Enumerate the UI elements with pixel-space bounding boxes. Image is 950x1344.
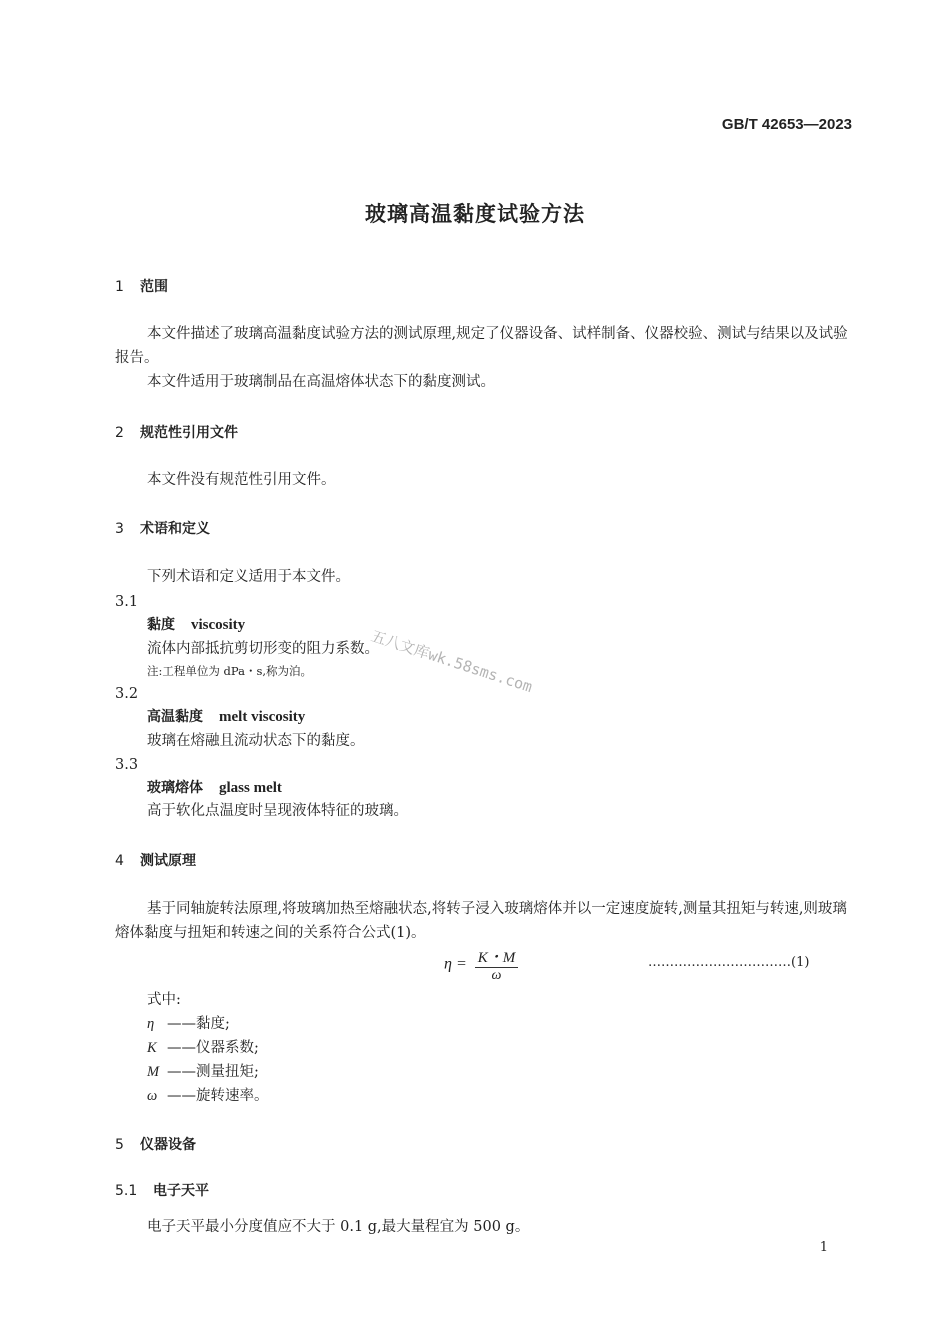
formula-label: ……………………………(1) xyxy=(648,955,810,970)
section-title: 范围 xyxy=(140,279,168,295)
section-title: 规范性引用文件 xyxy=(140,425,238,441)
formula-fraction xyxy=(475,946,519,984)
term-3-2-definition: 玻璃在熔融且流动状态下的黏度。 xyxy=(147,733,365,749)
term-en: glass melt xyxy=(219,780,282,796)
section-2-heading xyxy=(115,422,238,442)
variable-symbol: ω xyxy=(147,1088,158,1104)
section-1-paragraph-1: 本文件描述了玻璃高温黏度试验方法的测试原理,规定了仪器设备、试样制备、仪器校验、测试与结果以及试验报告。 xyxy=(115,326,848,366)
variable-row xyxy=(147,1036,259,1060)
section-4-heading xyxy=(115,850,196,870)
variable-description: ——旋转速率。 xyxy=(167,1088,269,1104)
term-zh: 高温黏度 xyxy=(147,709,203,725)
section-number: 2 xyxy=(115,425,124,441)
subsection-5-1-paragraph-1: 电子天平最小分度值应不大于 0.1 g,最大量程宜为 500 g。 xyxy=(147,1219,530,1235)
variable-symbol: M xyxy=(147,1064,160,1080)
section-number: 4 xyxy=(115,853,124,869)
term-3-3-number: 3.3 xyxy=(115,757,139,773)
term-3-1-note: 注:工程单位为 dPa・s,称为泊。 xyxy=(147,664,313,678)
formula-lhs: η = xyxy=(444,955,467,973)
section-number: 5 xyxy=(115,1137,124,1153)
formula-1 xyxy=(444,946,518,984)
page-number: 1 xyxy=(819,1240,828,1255)
variable-row xyxy=(147,1060,259,1084)
variable-description: ——测量扭矩; xyxy=(167,1064,259,1080)
variable-symbol: η xyxy=(147,1016,155,1032)
variable-row xyxy=(147,1012,230,1036)
variable-symbol: K xyxy=(147,1040,157,1056)
term-3-2-number: 3.2 xyxy=(115,686,139,702)
section-3-paragraph-1: 下列术语和定义适用于本文件。 xyxy=(147,569,350,585)
term-3-1-number: 3.1 xyxy=(115,594,139,610)
term-3-3-definition: 高于软化点温度时呈现液体特征的玻璃。 xyxy=(147,803,408,819)
subsection-5-1-heading xyxy=(115,1180,209,1200)
section-number: 3 xyxy=(115,521,124,537)
term-3-1-title xyxy=(147,614,245,634)
term-zh: 黏度 xyxy=(147,617,175,633)
subsection-number: 5.1 xyxy=(115,1183,138,1199)
section-number: 1 xyxy=(115,279,124,295)
section-1-paragraph-2: 本文件适用于玻璃制品在高温熔体状态下的黏度测试。 xyxy=(147,374,495,390)
variable-description: ——黏度; xyxy=(167,1016,230,1032)
term-3-1-definition: 流体内部抵抗剪切形变的阻力系数。 xyxy=(147,641,379,657)
document-title: 玻璃高温黏度试验方法 xyxy=(365,202,585,226)
subsection-title: 电子天平 xyxy=(153,1183,209,1199)
formula-numerator: K・M xyxy=(475,946,519,968)
term-en: melt viscosity xyxy=(219,709,306,725)
section-title: 术语和定义 xyxy=(140,521,210,537)
section-5-heading xyxy=(115,1134,196,1154)
section-title: 仪器设备 xyxy=(140,1137,196,1153)
section-4-paragraph-1: 基于同轴旋转法原理,将玻璃加热至熔融状态,将转子浸入玻璃熔体并以一定速度旋转,测量其扭矩与转速,则玻璃熔体黏度与扭矩和转速之间的关系符合公式(1)。 xyxy=(115,901,847,941)
formula-denominator: ω xyxy=(491,968,502,983)
where-label: 式中: xyxy=(147,992,181,1008)
section-2-paragraph-1: 本文件没有规范性引用文件。 xyxy=(147,472,336,488)
term-zh: 玻璃熔体 xyxy=(147,780,203,796)
term-en: viscosity xyxy=(191,617,246,633)
term-3-2-title xyxy=(147,706,305,726)
variable-description: ——仪器系数; xyxy=(167,1040,259,1056)
variable-row xyxy=(147,1084,269,1108)
watermark: 五八文库wk.58sms.com xyxy=(368,626,535,697)
term-3-3-title xyxy=(147,777,282,797)
section-1-heading xyxy=(115,276,168,296)
section-3-heading xyxy=(115,518,210,538)
section-title: 测试原理 xyxy=(140,853,196,869)
standard-number: GB/T 42653—2023 xyxy=(721,116,852,133)
